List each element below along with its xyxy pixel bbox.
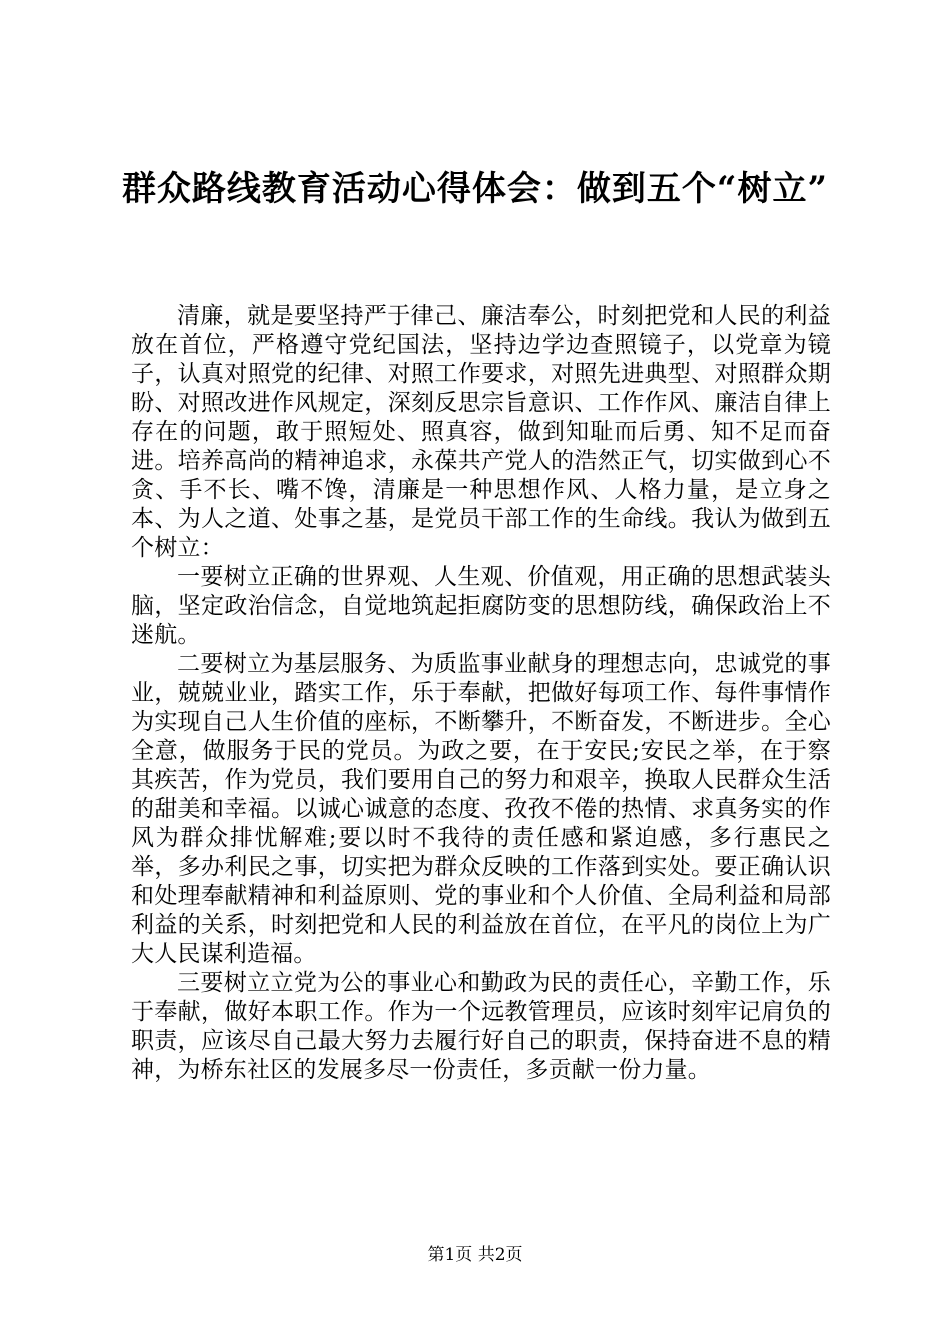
paragraph-second-point: 二要树立为基层服务、为质监事业献身的理想志向，忠诚党的事业，兢兢业业，踏实工作，乐于奉献，把做好每项工作、每件事情作为实现自己人生价值的座标，不断攀升，不断奋发，不断进步。全心全意，做服务于民的党员。为政之要，在于安民;安民之举，在于察其疾苦，作为党员，我们要用自己的努力和艰辛，换取人民群众生活的甜美和幸福。以诚心诚意的态度、孜孜不倦的热情、求真务实的作风为群众排忧解难;要以时不我待的责任感和紧迫感，多行惠民之举，多办利民之事，切实把为群众反映的工作落到实处。要正确认识和处理奉献精神和利益原则、党的事业和个人价值、全局利益和局部利益的关系，时刻把党和人民的利益放在首位，在平凡的岗位上为广大人民谋利造福。 xyxy=(131,651,831,967)
document-body xyxy=(131,302,831,1085)
document-title: 群众路线教育活动心得体会：做到五个“树立” xyxy=(121,169,829,209)
paragraph-intro: 清廉，就是要坚持严于律己、廉洁奉公，时刻把党和人民的利益放在首位，严格遵守党纪国法，坚持边学边查照镜子，以党章为镜子，认真对照党的纪律、对照工作要求，对照先进典型、对照群众期盼、对照改进作风规定，深刻反思宗旨意识、工作作风、廉洁自律上存在的问题，敢于照短处、照真容，做到知耻而后勇、知不足而奋进。培养高尚的精神追求，永葆共产党人的浩然正气，切实做到心不贪、手不长、嘴不馋，清廉是一种思想作风、人格力量，是立身之本、为人之道、处事之基，是党员干部工作的生命线。我认为做到五个树立： xyxy=(131,303,831,561)
paragraph-third-point: 三要树立立党为公的事业心和勤政为民的责任心，辛勤工作，乐于奉献，做好本职工作。作为一个远教管理员，应该时刻牢记肩负的职责，应该尽自己最大努力去履行好自己的职责，保持奋进不息的精神，为桥东社区的发展多尽一份责任，多贡献一份力量。 xyxy=(131,970,831,1083)
paragraph-first-point: 一要树立正确的世界观、人生观、价值观，用正确的思想武装头脑，坚定政治信念，自觉地筑起拒腐防变的思想防线，确保政治上不迷航。 xyxy=(131,564,831,648)
page-footer: 第1页 共2页 xyxy=(427,1245,523,1265)
